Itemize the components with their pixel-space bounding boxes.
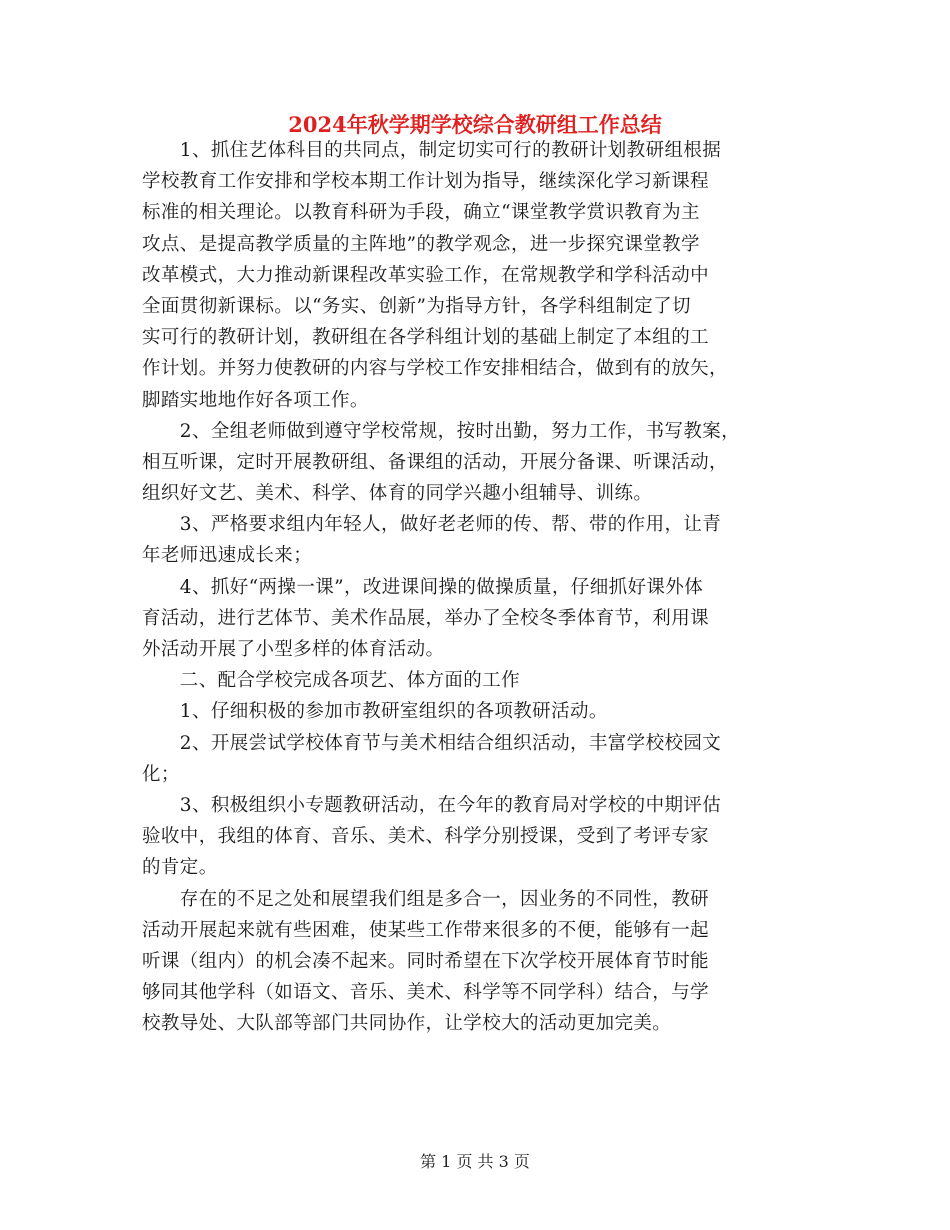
body-line: 1、仔细积极的参加市教研室组织的各项教研活动。 bbox=[142, 701, 608, 723]
body-line: 存在的不足之处和展望我们组是多合一，因业务的不同性，教研 bbox=[142, 888, 710, 910]
body-line: 攻点、是提高教学质量的主阵地”的教学观念，进一步探究课堂教学 bbox=[142, 233, 700, 255]
body-line: 的肯定。 bbox=[142, 857, 218, 879]
body-line: 二、配合学校完成各项艺、体方面的工作 bbox=[142, 670, 521, 692]
body-line: 校教导处、大队部等部门共同协作，让学校大的活动更加完美。 bbox=[142, 1013, 672, 1035]
body-line: 够同其他学科（如语文、音乐、美术、科学等不同学科）结合，与学 bbox=[142, 982, 710, 1004]
body-line: 4、抓好“两操一课”，改进课间操的做操质量，仔细抓好课外体 bbox=[142, 576, 704, 598]
body-line: 改革模式，大力推动新课程改革实验工作，在常规教学和学科活动中 bbox=[142, 264, 710, 286]
body-line: 相互听课，定时开展教研组、备课组的活动，开展分备课、听课活动， bbox=[142, 451, 728, 473]
body-line: 作计划。并努力使教研的内容与学校工作安排相结合，做到有的放矢， bbox=[142, 358, 728, 380]
body-line: 育活动，进行艺体节、美术作品展，举办了全校冬季体育节，利用课 bbox=[142, 607, 710, 629]
body-line: 实可行的教研计划，教研组在各学科组计划的基础上制定了本组的工 bbox=[142, 327, 710, 349]
document-title: 2024年秋学期学校综合教研组工作总结 bbox=[288, 112, 662, 137]
body-line: 学校教育工作安排和学校本期工作计划为指导，继续深化学习新课程 bbox=[142, 171, 710, 193]
body-line: 听课（组内）的机会凑不起来。同时希望在下次学校开展体育节时能 bbox=[142, 950, 710, 972]
body-line: 脚踏实地地作好各项工作。 bbox=[142, 389, 369, 411]
body-line: 组织好文艺、美术、科学、体育的同学兴趣小组辅导、训练。 bbox=[142, 483, 653, 505]
body-line: 1、抓住艺体科目的共同点，制定切实可行的教研计划教研组根据 bbox=[142, 140, 722, 161]
body-line: 标准的相关理论。以教育科研为手段，确立“课堂教学赏识教育为主 bbox=[142, 202, 700, 224]
body-line: 2、全组老师做到遵守学校常规，按时出勤，努力工作，书写教案， bbox=[142, 420, 741, 442]
body-line: 活动开展起来就有些困难，使某些工作带来很多的不便，能够有一起 bbox=[142, 919, 710, 941]
body-line: 全面贯彻新课标。以“务实、创新”为指导方针，各学科组制定了切 bbox=[142, 295, 691, 317]
body-line: 外活动开展了小型多样的体育活动。 bbox=[142, 639, 445, 660]
document-body bbox=[142, 135, 807, 1039]
body-line: 验收中，我组的体育、音乐、美术、科学分别授课，受到了考评专家 bbox=[142, 826, 710, 848]
page-number-footer: 第 1 页 共 3 页 bbox=[420, 1152, 530, 1171]
body-line: 2、开展尝试学校体育节与美术相结合组织活动，丰富学校校园文 bbox=[142, 732, 722, 754]
body-line: 年老师迅速成长来； bbox=[142, 545, 313, 567]
body-line: 3、严格要求组内年轻人，做好老老师的传、帮、带的作用，让青 bbox=[142, 514, 722, 536]
body-line: 3、积极组织小专题教研活动，在今年的教育局对学校的中期评估 bbox=[142, 794, 722, 816]
body-line: 化； bbox=[142, 763, 180, 785]
